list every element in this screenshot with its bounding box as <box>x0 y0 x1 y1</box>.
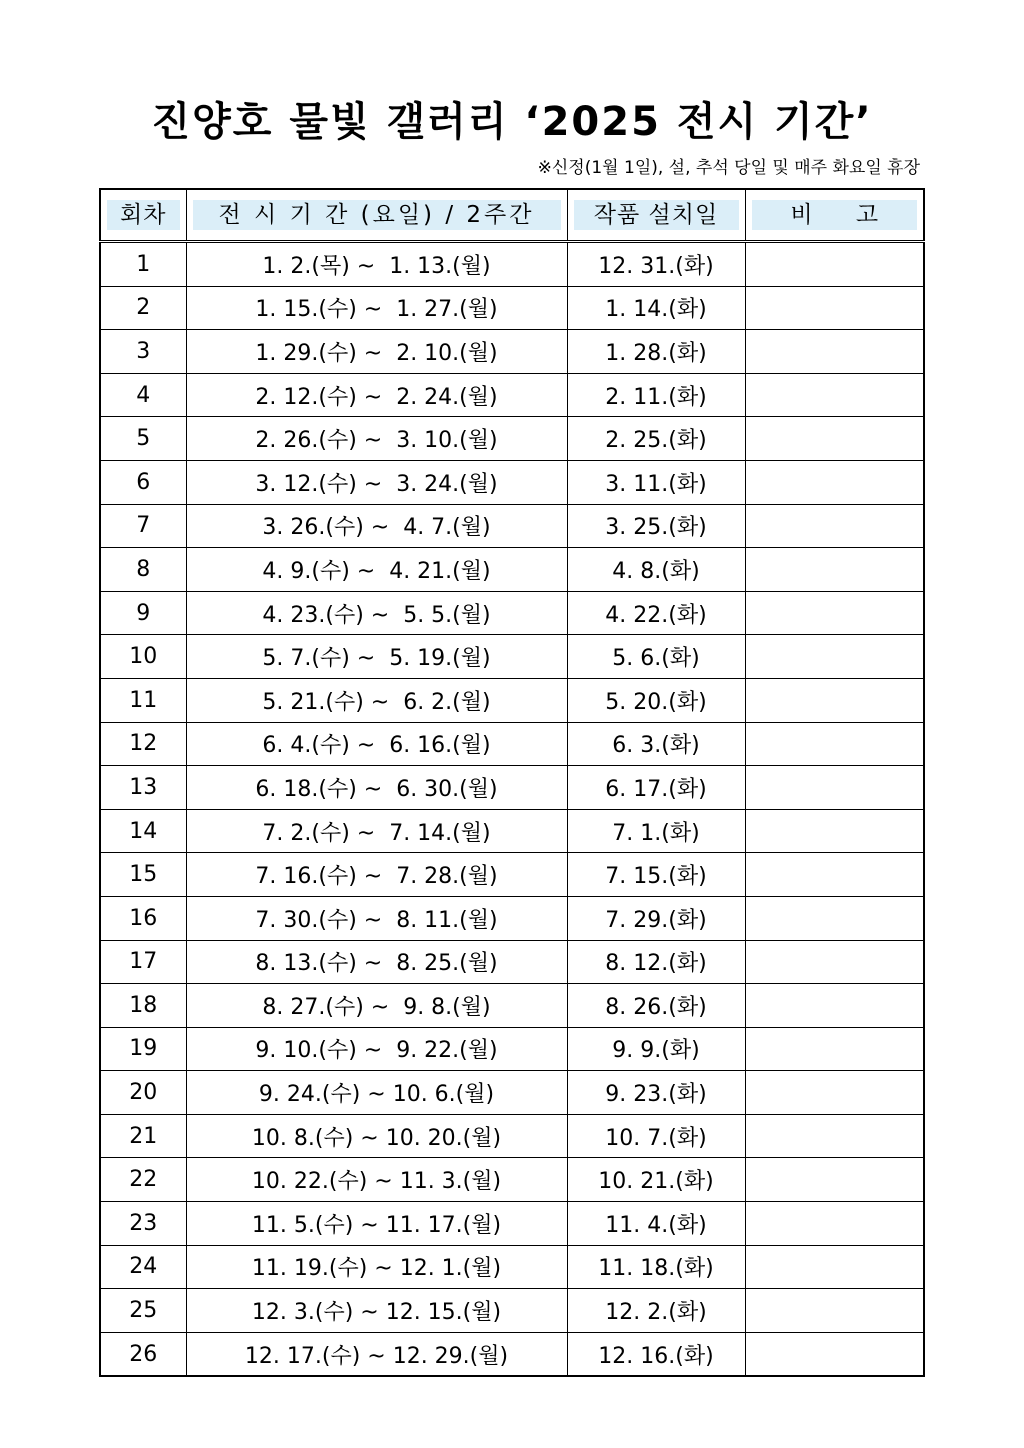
install-date-cell: 4. 22.(화) <box>567 591 745 635</box>
period-cell: 3. 12.(수) ~ 3. 24.(월) <box>186 460 567 504</box>
period-cell: 9. 10.(수) ~ 9. 22.(월) <box>186 1027 567 1071</box>
install-date-cell: 9. 23.(화) <box>567 1071 745 1115</box>
table-row <box>100 984 924 1028</box>
round-cell: 21 <box>100 1114 186 1158</box>
round-cell: 24 <box>100 1245 186 1289</box>
period-cell: 6. 4.(수) ~ 6. 16.(월) <box>186 722 567 766</box>
table-row <box>100 853 924 897</box>
round-cell: 20 <box>100 1071 186 1115</box>
table-row <box>100 809 924 853</box>
remark-cell <box>745 1289 924 1333</box>
round-cell: 2 <box>100 286 186 330</box>
period-cell: 8. 27.(수) ~ 9. 8.(월) <box>186 984 567 1028</box>
period-cell: 8. 13.(수) ~ 8. 25.(월) <box>186 940 567 984</box>
table-row <box>100 1027 924 1071</box>
remark-cell <box>745 896 924 940</box>
install-date-cell: 8. 26.(화) <box>567 984 745 1028</box>
period-cell: 1. 29.(수) ~ 2. 10.(월) <box>186 330 567 374</box>
round-cell: 13 <box>100 766 186 810</box>
install-date-cell: 6. 3.(화) <box>567 722 745 766</box>
period-cell: 6. 18.(수) ~ 6. 30.(월) <box>186 766 567 810</box>
table-row <box>100 1071 924 1115</box>
period-cell: 2. 26.(수) ~ 3. 10.(월) <box>186 417 567 461</box>
round-cell: 26 <box>100 1332 186 1376</box>
install-date-cell: 5. 6.(화) <box>567 635 745 679</box>
install-date-cell: 4. 8.(화) <box>567 548 745 592</box>
table-row <box>100 1245 924 1289</box>
round-cell: 10 <box>100 635 186 679</box>
remark-cell <box>745 548 924 592</box>
install-date-cell: 3. 11.(화) <box>567 460 745 504</box>
round-cell: 8 <box>100 548 186 592</box>
header-round: 회차 <box>100 189 186 242</box>
exhibition-schedule-table <box>99 188 925 1377</box>
round-cell: 4 <box>100 373 186 417</box>
remark-cell <box>745 1332 924 1376</box>
period-cell: 1. 15.(수) ~ 1. 27.(월) <box>186 286 567 330</box>
table-row <box>100 635 924 679</box>
round-cell: 14 <box>100 809 186 853</box>
round-cell: 19 <box>100 1027 186 1071</box>
round-cell: 15 <box>100 853 186 897</box>
install-date-cell: 1. 14.(화) <box>567 286 745 330</box>
remark-cell <box>745 678 924 722</box>
table-row <box>100 1289 924 1333</box>
period-cell: 1. 2.(목) ~ 1. 13.(월) <box>186 242 567 287</box>
round-cell: 11 <box>100 678 186 722</box>
round-cell: 9 <box>100 591 186 635</box>
round-cell: 1 <box>100 242 186 287</box>
header-install-date: 작품 설치일 <box>567 189 745 242</box>
remark-cell <box>745 1027 924 1071</box>
install-date-cell: 5. 20.(화) <box>567 678 745 722</box>
period-cell: 9. 24.(수) ~ 10. 6.(월) <box>186 1071 567 1115</box>
round-cell: 12 <box>100 722 186 766</box>
remark-cell <box>745 591 924 635</box>
period-cell: 3. 26.(수) ~ 4. 7.(월) <box>186 504 567 548</box>
install-date-cell: 11. 18.(화) <box>567 1245 745 1289</box>
install-date-cell: 10. 7.(화) <box>567 1114 745 1158</box>
install-date-cell: 10. 21.(화) <box>567 1158 745 1202</box>
header-remark: 비 고 <box>745 189 924 242</box>
remark-cell <box>745 460 924 504</box>
table-row <box>100 678 924 722</box>
period-cell: 10. 8.(수) ~ 10. 20.(월) <box>186 1114 567 1158</box>
period-cell: 11. 5.(수) ~ 11. 17.(월) <box>186 1202 567 1246</box>
install-date-cell: 2. 11.(화) <box>567 373 745 417</box>
remark-cell <box>745 330 924 374</box>
table-row <box>100 504 924 548</box>
round-cell: 18 <box>100 984 186 1028</box>
table-row <box>100 940 924 984</box>
round-cell: 3 <box>100 330 186 374</box>
install-date-cell: 11. 4.(화) <box>567 1202 745 1246</box>
table-row <box>100 1332 924 1376</box>
round-cell: 17 <box>100 940 186 984</box>
period-cell: 12. 17.(수) ~ 12. 29.(월) <box>186 1332 567 1376</box>
header-period: 전 시 기 간 (요일) / 2주간 <box>186 189 567 242</box>
period-cell: 4. 23.(수) ~ 5. 5.(월) <box>186 591 567 635</box>
remark-cell <box>745 984 924 1028</box>
remark-cell <box>745 1245 924 1289</box>
period-cell: 11. 19.(수) ~ 12. 1.(월) <box>186 1245 567 1289</box>
install-date-cell: 9. 9.(화) <box>567 1027 745 1071</box>
remark-cell <box>745 1158 924 1202</box>
page-title: 진양호 물빛 갤러리 ‘2025 전시 기간’ <box>151 99 873 145</box>
install-date-cell: 7. 15.(화) <box>567 853 745 897</box>
remark-cell <box>745 242 924 287</box>
table-row <box>100 1202 924 1246</box>
install-date-cell: 12. 16.(화) <box>567 1332 745 1376</box>
table-row <box>100 417 924 461</box>
round-cell: 5 <box>100 417 186 461</box>
table-body <box>100 242 924 1377</box>
round-cell: 22 <box>100 1158 186 1202</box>
remark-cell <box>745 940 924 984</box>
remark-cell <box>745 635 924 679</box>
remark-cell <box>745 853 924 897</box>
round-cell: 16 <box>100 896 186 940</box>
install-date-cell: 7. 1.(화) <box>567 809 745 853</box>
remark-cell <box>745 373 924 417</box>
table-row <box>100 766 924 810</box>
table-row <box>100 460 924 504</box>
round-cell: 7 <box>100 504 186 548</box>
remark-cell <box>745 1071 924 1115</box>
install-date-cell: 8. 12.(화) <box>567 940 745 984</box>
table-row <box>100 373 924 417</box>
table-row <box>100 242 924 287</box>
install-date-cell: 12. 31.(화) <box>567 242 745 287</box>
remark-cell <box>745 1114 924 1158</box>
table-row <box>100 1158 924 1202</box>
table-row <box>100 548 924 592</box>
remark-cell <box>745 722 924 766</box>
table-row <box>100 330 924 374</box>
round-cell: 25 <box>100 1289 186 1333</box>
period-cell: 7. 2.(수) ~ 7. 14.(월) <box>186 809 567 853</box>
remark-cell <box>745 504 924 548</box>
remark-cell <box>745 286 924 330</box>
round-cell: 23 <box>100 1202 186 1246</box>
install-date-cell: 6. 17.(화) <box>567 766 745 810</box>
period-cell: 7. 30.(수) ~ 8. 11.(월) <box>186 896 567 940</box>
install-date-cell: 7. 29.(화) <box>567 896 745 940</box>
remark-cell <box>745 766 924 810</box>
install-date-cell: 3. 25.(화) <box>567 504 745 548</box>
remark-cell <box>745 417 924 461</box>
table-row <box>100 1114 924 1158</box>
period-cell: 4. 9.(수) ~ 4. 21.(월) <box>186 548 567 592</box>
round-cell: 6 <box>100 460 186 504</box>
remark-cell <box>745 809 924 853</box>
period-cell: 5. 7.(수) ~ 5. 19.(월) <box>186 635 567 679</box>
table-row <box>100 591 924 635</box>
table-row <box>100 896 924 940</box>
table-row <box>100 722 924 766</box>
table-row <box>100 286 924 330</box>
closure-note: ※신정(1월 1일), 설, 추석 당일 및 매주 화요일 휴장 <box>537 158 920 178</box>
period-cell: 7. 16.(수) ~ 7. 28.(월) <box>186 853 567 897</box>
table-header-row <box>100 189 924 242</box>
install-date-cell: 1. 28.(화) <box>567 330 745 374</box>
remark-cell <box>745 1202 924 1246</box>
period-cell: 5. 21.(수) ~ 6. 2.(월) <box>186 678 567 722</box>
install-date-cell: 2. 25.(화) <box>567 417 745 461</box>
install-date-cell: 12. 2.(화) <box>567 1289 745 1333</box>
period-cell: 10. 22.(수) ~ 11. 3.(월) <box>186 1158 567 1202</box>
period-cell: 2. 12.(수) ~ 2. 24.(월) <box>186 373 567 417</box>
period-cell: 12. 3.(수) ~ 12. 15.(월) <box>186 1289 567 1333</box>
